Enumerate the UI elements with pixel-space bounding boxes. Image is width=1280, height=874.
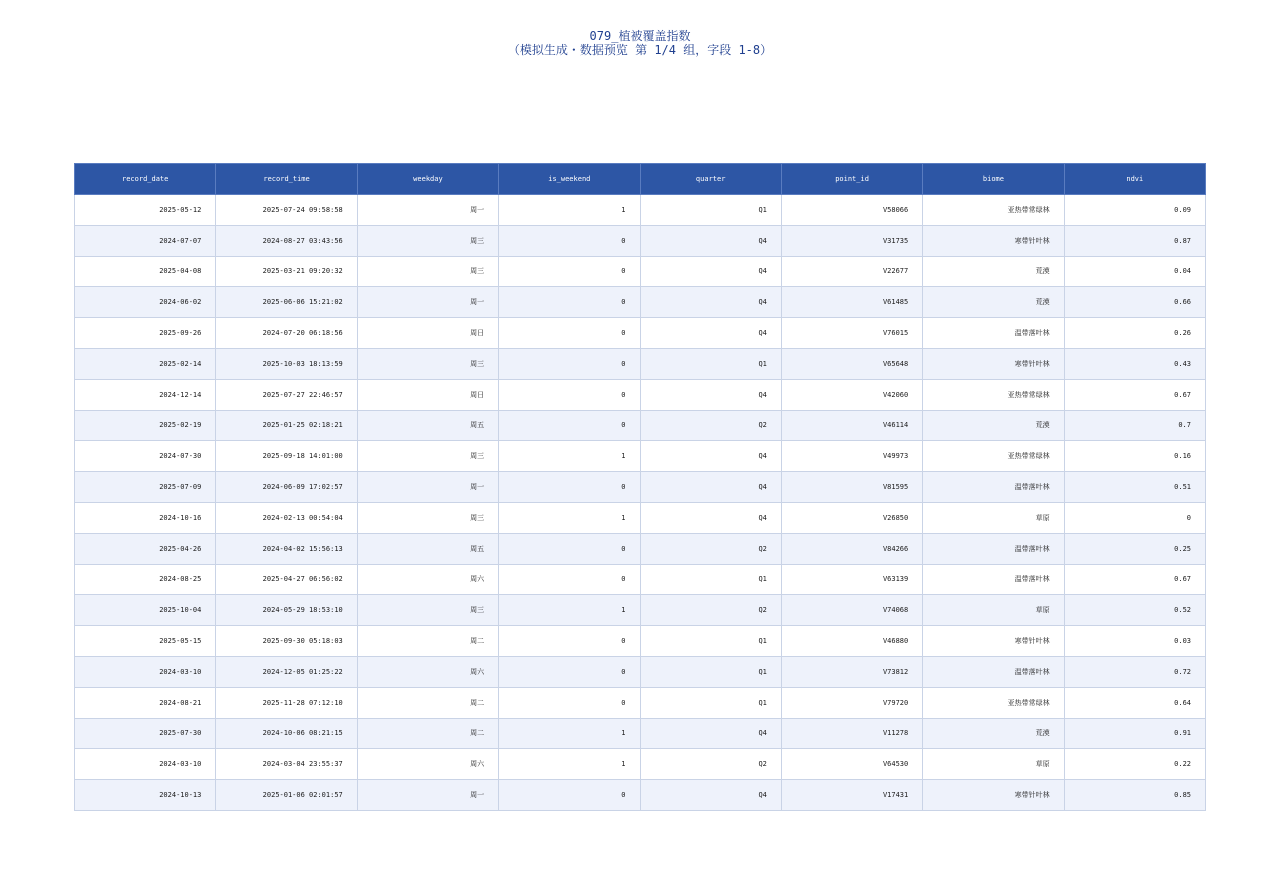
cell-is-weekend: 0 — [499, 379, 640, 410]
cell-biome: 寒带针叶林 — [923, 348, 1064, 379]
cell-record-time: 2024-07-20 06:18:56 — [216, 318, 357, 349]
cell-record-time: 2025-10-03 18:13:59 — [216, 348, 357, 379]
cell-point-id: V76015 — [781, 318, 922, 349]
cell-is-weekend: 1 — [499, 195, 640, 226]
cell-record-time: 2025-11-28 07:12:10 — [216, 687, 357, 718]
cell-record-time: 2025-01-25 02:18:21 — [216, 410, 357, 441]
table-row — [75, 287, 1206, 318]
cell-record-date: 2024-06-02 — [75, 287, 216, 318]
cell-ndvi: 0.04 — [1064, 256, 1205, 287]
cell-quarter: Q2 — [640, 533, 781, 564]
cell-point-id: V63139 — [781, 564, 922, 595]
cell-quarter: Q2 — [640, 410, 781, 441]
cell-record-time: 2025-06-06 15:21:02 — [216, 287, 357, 318]
cell-point-id: V26850 — [781, 502, 922, 533]
cell-record-time: 2024-03-04 23:55:37 — [216, 749, 357, 780]
cell-record-date: 2025-07-30 — [75, 718, 216, 749]
cell-biome: 温带落叶林 — [923, 656, 1064, 687]
cell-point-id: V17431 — [781, 780, 922, 811]
cell-point-id: V79720 — [781, 687, 922, 718]
column-header-ndvi: ndvi — [1064, 164, 1205, 195]
cell-record-date: 2025-02-19 — [75, 410, 216, 441]
title-block — [0, 29, 1280, 57]
cell-biome: 温带落叶林 — [923, 318, 1064, 349]
cell-ndvi: 0.22 — [1064, 749, 1205, 780]
cell-is-weekend: 0 — [499, 687, 640, 718]
cell-record-time: 2024-08-27 03:43:56 — [216, 225, 357, 256]
cell-record-date: 2024-10-16 — [75, 502, 216, 533]
cell-record-date: 2025-04-08 — [75, 256, 216, 287]
column-header-point-id: point_id — [781, 164, 922, 195]
table-row — [75, 533, 1206, 564]
cell-is-weekend: 1 — [499, 718, 640, 749]
cell-quarter: Q4 — [640, 441, 781, 472]
table-row — [75, 410, 1206, 441]
cell-biome: 荒漠 — [923, 410, 1064, 441]
cell-point-id: V58066 — [781, 195, 922, 226]
cell-is-weekend: 0 — [499, 225, 640, 256]
cell-point-id: V46114 — [781, 410, 922, 441]
cell-is-weekend: 1 — [499, 749, 640, 780]
cell-ndvi: 0.87 — [1064, 225, 1205, 256]
cell-record-date: 2024-10-13 — [75, 780, 216, 811]
table-row — [75, 749, 1206, 780]
table-row — [75, 718, 1206, 749]
cell-biome: 寒带针叶林 — [923, 225, 1064, 256]
cell-record-time: 2025-07-24 09:58:58 — [216, 195, 357, 226]
cell-ndvi: 0.43 — [1064, 348, 1205, 379]
table-header — [75, 164, 1206, 195]
cell-biome: 亚热带常绿林 — [923, 687, 1064, 718]
cell-biome: 温带落叶林 — [923, 564, 1064, 595]
cell-is-weekend: 0 — [499, 287, 640, 318]
cell-is-weekend: 1 — [499, 595, 640, 626]
cell-weekday: 周三 — [357, 595, 498, 626]
cell-point-id: V49973 — [781, 441, 922, 472]
cell-biome: 寒带针叶林 — [923, 626, 1064, 657]
cell-is-weekend: 0 — [499, 318, 640, 349]
cell-ndvi: 0.09 — [1064, 195, 1205, 226]
cell-is-weekend: 0 — [499, 780, 640, 811]
cell-point-id: V64530 — [781, 749, 922, 780]
cell-weekday: 周六 — [357, 749, 498, 780]
cell-weekday: 周三 — [357, 348, 498, 379]
cell-point-id: V81595 — [781, 472, 922, 503]
table-row — [75, 379, 1206, 410]
cell-quarter: Q1 — [640, 195, 781, 226]
cell-quarter: Q2 — [640, 749, 781, 780]
cell-weekday: 周一 — [357, 287, 498, 318]
cell-record-time: 2025-04-27 06:56:02 — [216, 564, 357, 595]
cell-is-weekend: 0 — [499, 472, 640, 503]
cell-quarter: Q4 — [640, 780, 781, 811]
cell-record-date: 2025-05-15 — [75, 626, 216, 657]
cell-ndvi: 0.91 — [1064, 718, 1205, 749]
cell-record-time: 2024-12-05 01:25:22 — [216, 656, 357, 687]
cell-weekday: 周三 — [357, 502, 498, 533]
cell-weekday: 周六 — [357, 656, 498, 687]
column-header-is-weekend: is_weekend — [499, 164, 640, 195]
cell-biome: 荒漠 — [923, 287, 1064, 318]
cell-biome: 寒带针叶林 — [923, 780, 1064, 811]
cell-record-time: 2024-06-09 17:02:57 — [216, 472, 357, 503]
header-row — [75, 164, 1206, 195]
cell-ndvi: 0.52 — [1064, 595, 1205, 626]
cell-record-date: 2024-03-10 — [75, 656, 216, 687]
cell-weekday: 周六 — [357, 564, 498, 595]
cell-record-date: 2024-12-14 — [75, 379, 216, 410]
cell-record-date: 2024-07-30 — [75, 441, 216, 472]
table-row — [75, 656, 1206, 687]
table-row — [75, 472, 1206, 503]
cell-biome: 亚热带常绿林 — [923, 379, 1064, 410]
column-header-biome: biome — [923, 164, 1064, 195]
cell-ndvi: 0.72 — [1064, 656, 1205, 687]
cell-weekday: 周三 — [357, 256, 498, 287]
cell-weekday: 周三 — [357, 441, 498, 472]
table-row — [75, 564, 1206, 595]
table-row — [75, 318, 1206, 349]
cell-record-date: 2025-10-04 — [75, 595, 216, 626]
table-row — [75, 502, 1206, 533]
cell-is-weekend: 0 — [499, 256, 640, 287]
cell-point-id: V74068 — [781, 595, 922, 626]
cell-record-time: 2024-10-06 08:21:15 — [216, 718, 357, 749]
cell-quarter: Q1 — [640, 656, 781, 687]
cell-record-date: 2024-07-07 — [75, 225, 216, 256]
cell-record-date: 2025-02-14 — [75, 348, 216, 379]
cell-record-time: 2024-02-13 00:54:04 — [216, 502, 357, 533]
cell-record-date: 2024-08-21 — [75, 687, 216, 718]
cell-quarter: Q4 — [640, 287, 781, 318]
cell-record-time: 2024-04-02 15:56:13 — [216, 533, 357, 564]
cell-biome: 荒漠 — [923, 256, 1064, 287]
cell-ndvi: 0 — [1064, 502, 1205, 533]
cell-ndvi: 0.67 — [1064, 564, 1205, 595]
cell-point-id: V22677 — [781, 256, 922, 287]
cell-point-id: V46880 — [781, 626, 922, 657]
cell-biome: 草原 — [923, 595, 1064, 626]
cell-ndvi: 0.51 — [1064, 472, 1205, 503]
table-row — [75, 225, 1206, 256]
cell-point-id: V65648 — [781, 348, 922, 379]
column-header-weekday: weekday — [357, 164, 498, 195]
cell-point-id: V61485 — [781, 287, 922, 318]
cell-record-time: 2025-09-30 05:18:03 — [216, 626, 357, 657]
cell-biome: 草原 — [923, 749, 1064, 780]
cell-weekday: 周日 — [357, 379, 498, 410]
table-row — [75, 256, 1206, 287]
cell-quarter: Q4 — [640, 718, 781, 749]
cell-is-weekend: 0 — [499, 564, 640, 595]
cell-is-weekend: 0 — [499, 410, 640, 441]
table-row — [75, 687, 1206, 718]
page-title: 079_植被覆盖指数 — [589, 29, 691, 43]
cell-ndvi: 0.16 — [1064, 441, 1205, 472]
table-row — [75, 780, 1206, 811]
cell-is-weekend: 0 — [499, 626, 640, 657]
cell-record-date: 2025-05-12 — [75, 195, 216, 226]
cell-biome: 温带落叶林 — [923, 472, 1064, 503]
cell-ndvi: 0.25 — [1064, 533, 1205, 564]
cell-point-id: V73812 — [781, 656, 922, 687]
cell-ndvi: 0.66 — [1064, 287, 1205, 318]
cell-weekday: 周一 — [357, 780, 498, 811]
cell-record-time: 2025-01-06 02:01:57 — [216, 780, 357, 811]
cell-record-date: 2025-07-09 — [75, 472, 216, 503]
cell-is-weekend: 0 — [499, 533, 640, 564]
cell-point-id: V84266 — [781, 533, 922, 564]
cell-record-date: 2025-09-26 — [75, 318, 216, 349]
column-header-quarter: quarter — [640, 164, 781, 195]
cell-quarter: Q4 — [640, 472, 781, 503]
table-row — [75, 195, 1206, 226]
table-body — [75, 195, 1206, 811]
cell-quarter: Q4 — [640, 318, 781, 349]
cell-ndvi: 0.67 — [1064, 379, 1205, 410]
cell-weekday: 周日 — [357, 318, 498, 349]
cell-quarter: Q2 — [640, 595, 781, 626]
cell-ndvi: 0.26 — [1064, 318, 1205, 349]
cell-quarter: Q4 — [640, 379, 781, 410]
cell-weekday: 周一 — [357, 195, 498, 226]
page-subtitle: （模拟生成・数据预览 第 1/4 组，字段 1-8） — [507, 43, 773, 57]
cell-quarter: Q1 — [640, 687, 781, 718]
cell-biome: 亚热带常绿林 — [923, 195, 1064, 226]
column-header-record-date: record_date — [75, 164, 216, 195]
cell-weekday: 周三 — [357, 225, 498, 256]
cell-record-date: 2024-03-10 — [75, 749, 216, 780]
cell-weekday: 周五 — [357, 410, 498, 441]
cell-is-weekend: 1 — [499, 502, 640, 533]
cell-is-weekend: 0 — [499, 348, 640, 379]
cell-quarter: Q4 — [640, 256, 781, 287]
cell-ndvi: 0.85 — [1064, 780, 1205, 811]
cell-biome: 亚热带常绿林 — [923, 441, 1064, 472]
cell-biome: 草原 — [923, 502, 1064, 533]
cell-record-time: 2024-05-29 18:53:10 — [216, 595, 357, 626]
cell-weekday: 周五 — [357, 533, 498, 564]
cell-point-id: V31735 — [781, 225, 922, 256]
cell-weekday: 周二 — [357, 718, 498, 749]
cell-record-time: 2025-03-21 09:20:32 — [216, 256, 357, 287]
cell-is-weekend: 1 — [499, 441, 640, 472]
column-header-record-time: record_time — [216, 164, 357, 195]
cell-weekday: 周二 — [357, 687, 498, 718]
cell-record-date: 2024-08-25 — [75, 564, 216, 595]
cell-quarter: Q1 — [640, 348, 781, 379]
table-row — [75, 348, 1206, 379]
data-table — [74, 163, 1206, 811]
cell-point-id: V11278 — [781, 718, 922, 749]
cell-ndvi: 0.64 — [1064, 687, 1205, 718]
cell-record-time: 2025-07-27 22:46:57 — [216, 379, 357, 410]
cell-record-date: 2025-04-26 — [75, 533, 216, 564]
cell-quarter: Q4 — [640, 502, 781, 533]
cell-ndvi: 0.03 — [1064, 626, 1205, 657]
cell-quarter: Q1 — [640, 564, 781, 595]
cell-quarter: Q1 — [640, 626, 781, 657]
table-row — [75, 595, 1206, 626]
cell-weekday: 周一 — [357, 472, 498, 503]
cell-is-weekend: 0 — [499, 656, 640, 687]
cell-point-id: V42060 — [781, 379, 922, 410]
cell-biome: 荒漠 — [923, 718, 1064, 749]
cell-record-time: 2025-09-18 14:01:00 — [216, 441, 357, 472]
table-row — [75, 441, 1206, 472]
cell-ndvi: 0.7 — [1064, 410, 1205, 441]
cell-quarter: Q4 — [640, 225, 781, 256]
cell-weekday: 周二 — [357, 626, 498, 657]
cell-biome: 温带落叶林 — [923, 533, 1064, 564]
table-row — [75, 626, 1206, 657]
